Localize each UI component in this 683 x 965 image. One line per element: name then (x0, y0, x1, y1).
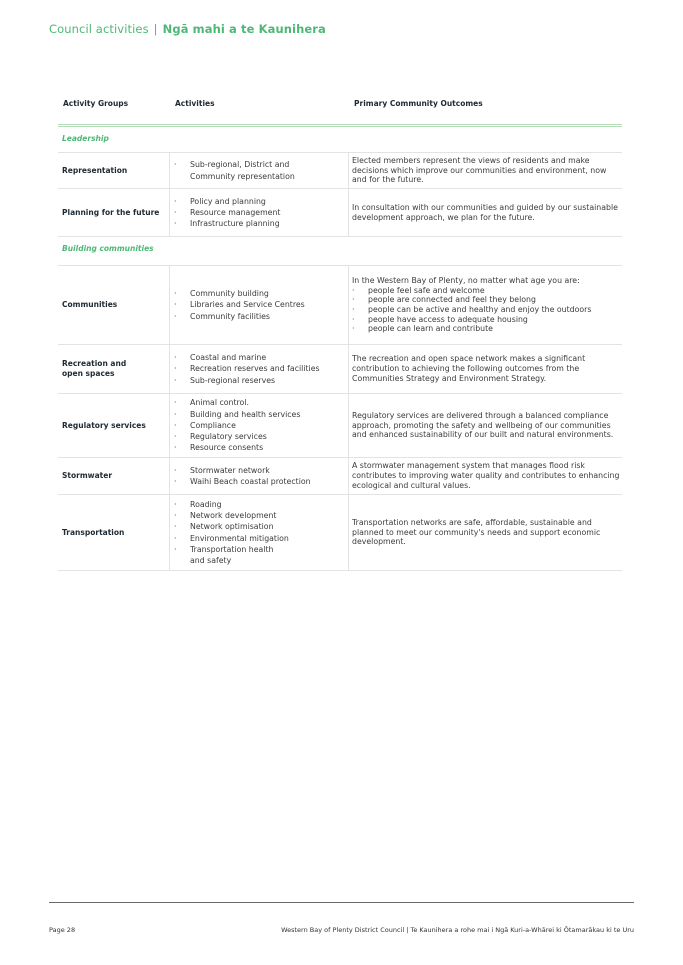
activity-group: Communities (58, 266, 170, 344)
outcome-cell (349, 189, 622, 236)
table-row (58, 266, 622, 345)
outcome-bullet: · people can be active and healthy and enjoy the outdoors (352, 305, 591, 315)
activity-item: · Resource consents (170, 442, 300, 453)
outcome-cell (349, 458, 622, 494)
activity-item: · Infrastructure planning (170, 218, 280, 229)
activity-item: · Sub-regional, District and Community representation (170, 159, 300, 182)
activity-item: · Community building (170, 288, 305, 299)
outcome-cell (349, 153, 622, 188)
section-title: Leadership (62, 134, 109, 143)
outcome-text: Transportation networks are safe, affordable, sustainable and planned to meet our community's needs and support economic development. (352, 517, 601, 547)
section-title: Building communities (62, 244, 154, 253)
activity-item: · Waihi Beach coastal protection (170, 476, 311, 487)
outcome-text: Regulatory services are delivered through a balanced compliance approach, promoting the safety and wellbeing of our communities and enhanced sustainability of our built and natural environments. (352, 410, 614, 440)
outcome-text: The recreation and open space network makes a significant contribution to achieving the following outcomes from the Communities Strategy and Environment Strategy. (352, 354, 586, 383)
column-header-groups: Activity Groups (63, 99, 129, 108)
activities-cell (170, 394, 349, 457)
activities-cell (170, 189, 349, 236)
activity-item: · Libraries and Service Centres (170, 299, 305, 310)
footer-publication: Western Bay of Plenty District Council | Te Kaunihera a rohe mai i Ngā Kuri-a-Whārei ki Ōtamarākau ki te Uru (281, 926, 634, 934)
outcome-intro: In the Western Bay of Plenty, no matter what age you are: (352, 275, 580, 285)
outcome-cell (349, 394, 622, 457)
column-header-outcomes: Primary Community Outcomes (354, 99, 483, 108)
activity-item: · Recreation reserves and facilities (170, 363, 320, 374)
page-header (49, 22, 326, 36)
activity-item: · Network development (170, 510, 290, 521)
section-leadership (58, 127, 622, 153)
activity-item: · Coastal and marine (170, 352, 320, 363)
activity-item: · Policy and planning (170, 196, 280, 207)
page-number: Page 28 (49, 926, 76, 934)
outcome-text: In consultation with our communities and guided by our sustainable development approach, we plan for the future. (352, 202, 618, 222)
table-row (58, 153, 622, 189)
activity-item: · Compliance (170, 420, 300, 431)
activity-group (58, 345, 170, 393)
outcome-bullet: · people have access to adequate housing (352, 315, 591, 325)
outcome-text: A stormwater management system that manages flood risk contributes to improving water quality and contributes to enhancing ecological and cultural values. (352, 461, 620, 490)
outcome-cell (349, 266, 622, 344)
activity-group: Planning for the future (58, 189, 170, 236)
header-separator: | (153, 22, 158, 36)
table-row (58, 394, 622, 458)
outcome-cell (349, 495, 622, 570)
activity-item: · Animal control. (170, 397, 300, 408)
column-header-activities: Activities (175, 99, 215, 108)
header-section: Council activities (49, 22, 149, 36)
table-row (58, 189, 622, 237)
activity-group: Stormwater (58, 458, 170, 494)
outcome-text: Elected members represent the views of residents and make decisions which improve our communities and environment, now and for the future. (352, 155, 607, 185)
activity-item: · Environmental mitigation (170, 533, 290, 544)
table-header (58, 94, 622, 127)
footer-divider (49, 902, 634, 903)
outcome-bullet: · people are connected and feel they belong (352, 295, 591, 305)
section-building-communities (58, 237, 622, 266)
activities-cell (170, 345, 349, 393)
activity-item: · Network optimisation (170, 521, 290, 532)
activity-group: Transportation (58, 495, 170, 570)
outcome-bullet: · people can learn and contribute (352, 324, 591, 334)
table-row (58, 345, 622, 394)
activity-item: · Sub-regional reserves (170, 375, 320, 386)
header-maori-title: Ngā mahi a te Kaunihera (162, 22, 326, 36)
activity-item: · Resource management (170, 207, 280, 218)
outcome-cell (349, 345, 622, 393)
activity-item: · Roading (170, 499, 290, 510)
activity-item: · Stormwater network (170, 465, 311, 476)
activity-item: · Building and health services (170, 409, 300, 420)
outcome-bullet: · people feel safe and welcome (352, 286, 591, 296)
activities-cell (170, 266, 349, 344)
activity-item: · Regulatory services (170, 431, 300, 442)
activity-item: · Transportation health and safety (170, 544, 290, 567)
activities-cell (170, 495, 349, 570)
activities-cell (170, 153, 349, 188)
activity-group: Representation (58, 153, 170, 188)
table-row (58, 495, 622, 571)
activity-group-label: Recreation and open spaces (62, 359, 127, 378)
activity-item: · Community facilities (170, 311, 305, 322)
activities-cell (170, 458, 349, 494)
activity-group: Regulatory services (58, 394, 170, 457)
table-row (58, 458, 622, 495)
activities-table (58, 94, 622, 571)
